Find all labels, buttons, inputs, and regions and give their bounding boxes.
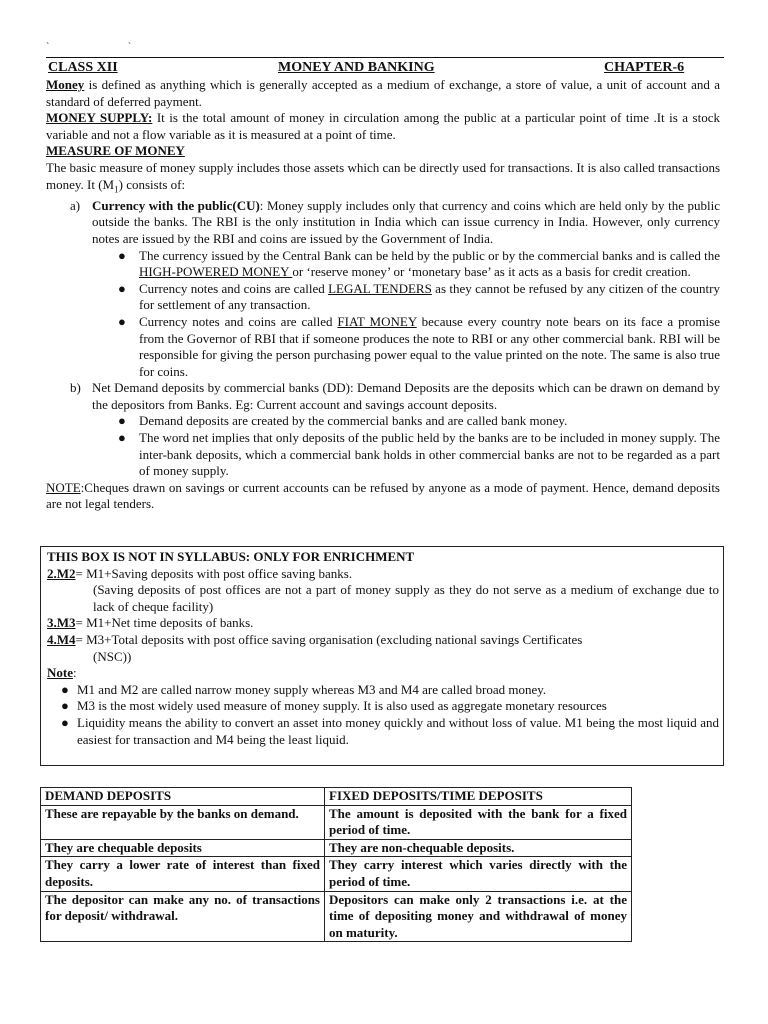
bullet-text: Liquidity means the ability to convert an asset into money quickly and without loss of value. M1 being the most liquid and easiest for transaction and M4 being the least liquid. [77,714,719,747]
item-a-text: : Money supply includes only that currency and coins which are held only by the public outside the banks. The RBI is the only institution in India which can issue currency in India. However, only currency notes are issued by the RBI and coins are issued by the Government of India. [92,197,720,246]
bullet-icon: ● [118,280,126,296]
item-b-label: b) [70,380,81,396]
money-definition-text: is defined as anything which is generally accepted as a medium of exchange, a store of value, a unit of account and a standard of deferred payment. [46,77,720,109]
measure-subscript: 1 [114,184,119,195]
money-supply-text: It is the total amount of money in circulation among the public at a particular point of time .It is a stock variable and not a flow variable as it is measured at a point of time. [46,110,720,142]
bullet-text: because every country note bears on its face a promise from the Governor of RBI that if someone produces the note to RBI or any other commercial bank. RBI will be responsible for giving the person purchasing power equal to the value printed on the note. The same is also true for coins. [139,313,720,379]
m4-subtext: (NSC)) [93,648,132,664]
item-b [46,380,720,413]
bullet-underlined: FIAT MONEY [337,313,417,329]
box-note-heading [47,665,719,682]
m3-text: = M1+Net time deposits of banks. [75,615,254,631]
list-item [46,413,720,430]
bullet-icon: ● [118,313,126,329]
note-text: :Cheques drawn on savings or current accounts can be refused by anyone as a mode of payment. Hence, demand deposits are not legal tenders. [46,479,720,512]
table-cell: The amount is deposited with the bank for a fixed period of time. [325,805,632,839]
m2-term: 2.M2 [47,565,76,581]
list-item [46,281,720,314]
enrichment-box [40,546,724,766]
table-header-fixed: FIXED DEPOSITS/TIME DEPOSITS [325,788,632,806]
bullet-text: The word net implies that only deposits of the public held by the banks are to be included in money supply. The inter-bank deposits, which a commercial bank holds in other commercial banks are not to be regarded as a part of money supply. [139,430,720,479]
bullet-icon: ● [118,413,126,429]
table-header-row [41,788,632,806]
box-note-colon: : [73,665,77,681]
table-cell: They are non-chequable deposits. [325,839,632,857]
m4-text: = M3+Total deposits with post office saving organisation (excluding national savings Certificates [75,631,583,647]
table-header-demand: DEMAND DEPOSITS [41,788,325,806]
deposits-comparison-table [40,787,632,942]
table-row [41,891,632,942]
list-item [46,248,720,281]
note-paragraph [46,480,720,513]
item-a [46,198,720,248]
m4-line [47,632,719,649]
table-cell: Depositors can make only 2 transactions i.e. at the time of depositing money and withdrawal of money on maturity. [325,891,632,942]
table-cell: These are repayable by the banks on demand. [41,805,325,839]
table-cell: The depositor can make any no. of transactions for deposit/ withdrawal. [41,891,325,942]
box-bullets [47,682,719,748]
m2-text: = M1+Saving deposits with post office saving banks. [75,565,353,581]
measure-text [46,160,720,198]
bullet-text: as they cannot be refused by any citizen of the country for settlement of any transaction. [139,280,720,313]
bullet-underlined: HIGH-POWERED MONEY [139,264,293,280]
list-item [47,715,719,748]
money-definition [46,77,720,110]
main-content [46,77,720,513]
item-b-text: Net Demand deposits by commercial banks (DD): Demand Deposits are the deposits which can be drawn on demand by the depositors from Banks. Eg: Current account and savings account deposits. [92,380,720,412]
list-item [47,682,719,699]
bullet-icon: ● [118,430,126,446]
item-b-bullets [46,413,720,479]
measure-heading: MEASURE OF MONEY [46,143,185,159]
measure-text-part1: The basic measure of money supply includes those assets which can be directly used for transactions. It is also called transactions money. It (M [46,159,721,192]
table-cell: They are chequable deposits [41,839,325,857]
chapter-number: CHAPTER-6 [604,60,685,75]
bullet-text: M3 is the most widely used measure of money supply. It is also used as aggregate monetary resources [77,698,607,714]
bullet-text: Demand deposits are created by the commercial banks and are called bank money. [139,413,568,429]
bullet-text: Currency notes and coins are called [139,280,329,296]
money-supply-term: MONEY SUPPLY: [46,110,153,126]
bullet-icon: ● [61,698,69,714]
bullet-text: Currency notes and coins are called [139,313,338,329]
money-term: Money [46,77,85,92]
list-item [46,430,720,480]
bullet-icon: ● [61,714,69,730]
m2-subtext: (Saving deposits of post offices are not a part of money supply as they do not serve as a medium of exchange due to lack of cheque facility) [93,582,719,614]
m2-line [47,566,719,583]
table-row [41,857,632,891]
list-item [47,698,719,715]
money-supply-definition [46,110,720,143]
bullet-text: or ‘reserve money’ or ‘monetary base’ as it acts as a basis for credit creation. [292,264,691,280]
table-cell: They carry interest which varies directly with the period of time. [325,857,632,891]
header-ticks: ` ` [46,42,170,53]
bullet-icon: ● [61,681,69,697]
measure-text-part2: ) consists of: [118,176,186,192]
m3-term: 3.M3 [47,615,76,631]
bullet-text: M1 and M2 are called narrow money supply whereas M3 and M4 are called broad money. [77,681,547,697]
bullet-underlined: LEGAL TENDERS [328,280,432,296]
bullet-text: The currency issued by the Central Bank can be held by the public or by the commercial banks and is called the [139,247,720,263]
item-a-bullets [46,248,720,381]
chapter-title: MONEY AND BANKING [278,60,435,75]
top-rule [46,57,724,58]
box-title: THIS BOX IS NOT IN SYLLABUS: ONLY FOR ENRICHMENT [47,549,415,564]
m3-line [47,615,719,632]
box-note-term: Note [47,665,73,681]
table-row [41,805,632,839]
class-label: CLASS XII [48,60,118,75]
table-row [41,839,632,857]
m4-term: 4.M4 [47,631,76,647]
table-cell: They carry a lower rate of interest than fixed deposits. [41,857,325,891]
item-a-label: a) [70,197,81,213]
bullet-icon: ● [118,247,126,263]
list-item [46,314,720,380]
item-a-title: Currency with the public(CU) [92,197,260,213]
note-term: NOTE [46,479,81,495]
